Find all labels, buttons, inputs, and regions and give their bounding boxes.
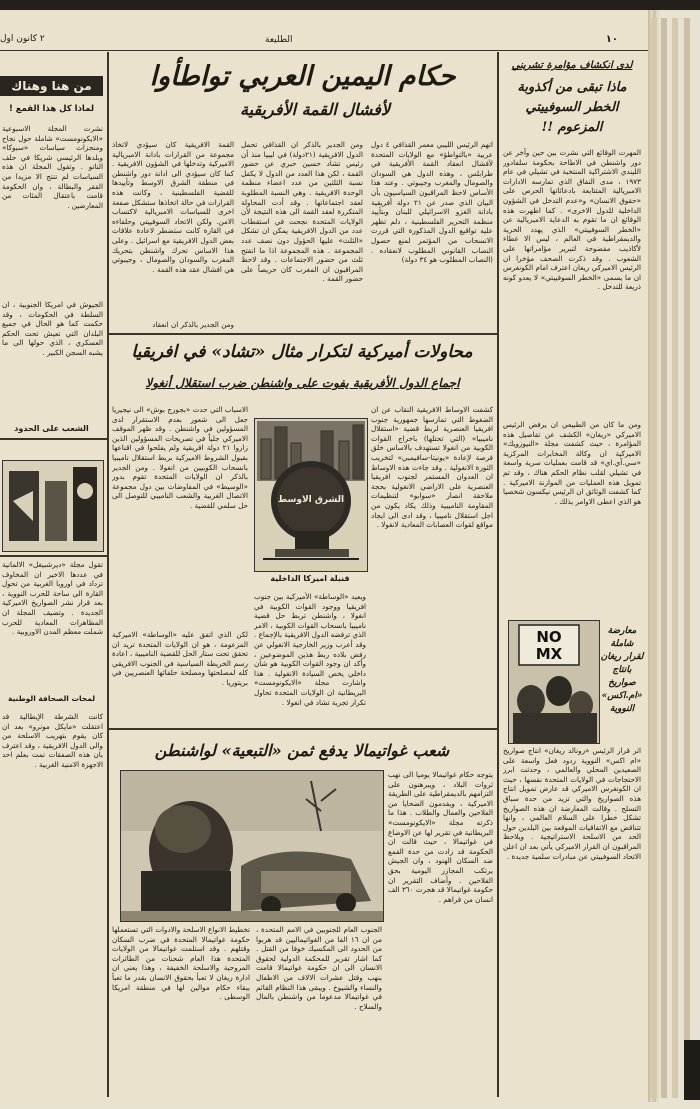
sidebar-kicker: لدى انكشاف مؤامرة تشريني — [511, 60, 633, 71]
page-edge — [651, 18, 657, 1098]
cartoon-caption: قنبلة اميركا الداخلية — [270, 574, 350, 583]
sidebar-headline: ماذا تبقى من أكذوبة الخطر السوفييتي المزعوم !! — [517, 80, 627, 135]
main-story-tail: ومن الجدير بالذكر ان انعقاد — [152, 320, 234, 329]
left-column-headline: من هنا وهناك — [0, 76, 103, 96]
protest-photo — [508, 620, 600, 744]
africa-story-column: لكن الذي اتفق عليه «الوساطة» الاميركية المزعومة ، هو ان الولايات المتحدة تريد ان تحقق تحت ستار الحل للقضية الناميبية ، اعادة رسم الخريطة السياسية في الجنوب الافريقي كله لمصلحتها ومصلحة حلفائها العنصريين في بريتوريا . — [112, 630, 248, 687]
guatemala-story-column: تخطيط الانواع الاسلحة والادوات التي تستعملها حكومة غواتيمالا المتحدة في ضرب السكان وقتلهم . وقد استلمت غواتيمالا من الولايات المتحدة هذا العام شحنات من الطائرات المروحية والاسلحة الخفيفة ، وهذا يعني ان ادارة ريغان لا تعبأ بحقوق الانسان بقدر ما تعبأ ببقاء حكام موالين لها في منطقة امريكا الوسطى . — [112, 925, 250, 1002]
main-story-column: اتهم الرئيس الليبي معمر القذافي ٤ دول عربية «بالتواطؤ» مع الولايات المتحدة لأفشال انعقاد القمة الأفريقية في طرابلس ، وهذه الدول هي السودان والصومال والمغرب وجيبوتي . وعند هذا الأساس لاحظ المراقبون السياسيون بأن البيان الذي صدر عن ٢١ دولة أفريقية بادانة الغزو الاسرائيلي للبنان وبتأييد منظمة التحرير الفلسطينية ، دلم تظهر عليه تواقيع الدول المذكورة التي قررت الانسحاب من المؤتمر لمنع حصول النصاب القانوني المطلوب لانعقاده . (النصاب المطلوب هو ٣٤ دولة) — [371, 140, 493, 265]
guatemala-story-column: يتوجه حكام غواتيمالا يوميا الى نهب ثروات البلاد ، ويبرهنون على التزامهم بالديمقراطية على الطريقة الاميركية ، ويقدمون الضحايا من الفلاحين والعمال والطلاب . هذا ما ذكرته مجلة «الايكونومست» البريطانية في تقرير لها عن الاوضاع في غواتيمالا ، حيث قالت ان الحكومة قد زادت من حدة القمع ضد السكان الهنود ، وان الجيش يرتكب المجازر اليومية بحق الفلاحين . وأضاف التقرير ان حكومة غواتيمالا قد هجرت ٣٦٠ الف انسان من قراهم . — [388, 770, 493, 904]
column-rule — [497, 52, 499, 1097]
scan-shadow — [684, 1040, 700, 1100]
scan-top-border — [0, 0, 700, 10]
section-rule — [108, 333, 497, 335]
left-column-sub: لماذا كل هذا القمع ! — [8, 104, 95, 114]
issue-date: ٢ كانون اول — [0, 34, 45, 44]
africa-story-column: ويعيد «الوساطة» الأميركية بين جنوب افريقيا ووجود القوات الكوبية في انغولا ، واشنطن تربط حل قضية ناميبيا بانسحاب القوات الكوبية ، الامر الذي ترفضه الدول الافريقية بالإجماع . وقد أعرب وزير الخارجية الانغولي عن رفض بلاده ربط هذين الموضوعين ، وأكد ان وجود القوات الكوبية هو شأن داخلي يخص السيادة الانغولية . هذا واشارت مجلة «الايكونومست» البريطانية ان الولايات المتحدة تحاول تكرار تجربة تشاد في انغولا . — [254, 592, 366, 707]
left-column-caption: الشعب على الحدود — [14, 424, 89, 433]
left-column-body: الجيوش في امريكا الجنوبية ، ان السلطة في الحكومات ، وقد حكمت كما هو الحال في جميع البلدان التي تعيش تحت الحكم العسكري ، الذي حولها الى ما يشبه السجن الكبير . — [2, 300, 103, 357]
main-story-column: ومن الجدير بالذكر ان القذافي تحمل الدول الافريقية (٢١دولة) في ليبيا منذ أن رئيس تشاد حسين حبري عن حضور القمة ، لكن هذا العدد من الدول لا يكفل نسبة الثلثين من عدد اعضاء منظمة الوحدة الافريقية . وهي النسبة المطلوبة لعقد اجتماعاتها . وقد أدت المحاولة المتكررة لعقد القمة الى هذه النتيجة لأن الولايات المتحدة نجحت في استقطاب عدد من الدول الافريقية يمكن ان تشكل «الثلث» عليها الحؤول دون نصف عدد المجموعة . هذه المجموعة اذا ما انفتح ثلث من حضور الاجتماعات . وقد لاحظ المراقبون ان المغرب كان حريصاً على حضور القمة . — [241, 140, 363, 284]
sidebar-body: اثر قرار الرئيس «رونالد ريغان» انتاج صواريخ «ام اكس» النووية ردود فعل واسعة على الصعيدين المحلي والعالمي ، وحدثت ابرز الاحتجاجات في الولايات المتحدة نفسها ، حيث ان الكونغرس الاميركي قد عارض تمويل انتاج هذه الصواريخ والتي تزيد من حدة سباق التسلح . وقالت المعارضة ان هذه الصواريخ تشكل خطرا على السلام العالمي ، وانها تتناقض مع الاتفاقيات الموقعة بين البلدين حول الحد من الاسلحة الاستراتيجية . ويلاحظ المراقبون ان القرار الاميركي يأتي بعد ان اعلن الاتحاد السوفييتي عن مبادرات سلمية جديدة . — [503, 746, 641, 861]
africa-story-column: كشفت الاوساط الافريقية النقاب عن ان الضغوط التي تمارسها جمهورية جنوب افريقيا العنصرية لربط قضية «استقلال ناميبيا» (التي تحتلها) باخراج القوات الكوبية من انغولا تستهدف بالاساس خلق فرصة لإعادة «يونيتا-سافيمبي» لتخريب الثورة الانغولية . وقد جاءت هذه الاوساط ان العدوان المستمر لجنوب افريقيا العنصرية على الاراضي الانغولية بحجة ملاحقة انصار «سوابو» لتنظيمات المقاومة الناميبية وذلك يكاد يكون من اجل استقلال ناميبيا ، وقد ادى الى ايجاد مواقع لقوات العصابات المعادية لانغولا . — [371, 405, 493, 530]
left-cartoon-drawing — [3, 461, 103, 551]
section-rule — [0, 555, 107, 557]
main-subhead: لأفشال القمة الأفريقية — [240, 100, 390, 119]
column-rule — [107, 52, 109, 1097]
left-column-caption: لمحات الصحافة الوطنية — [7, 694, 96, 703]
page-edge — [684, 18, 690, 1098]
guatemala-story-column: الجنوب العام للجنوبين في الامم المتحدة ، من ان ١٦ الفا من الغواتيماليين قد هربوا من الحدود الى المكسيك خوفا من القتل . كما اشار تقرير للمحكمة الدولية لحقوق الانسان الى ان حكومة غواتيمالا قامت بنهب وقتل عشرات الالاف من الاطفال والنساء والشيوخ . ويبقى هذا النظام القائم في غواتيمالا مدعوما من واشنطن بالمال والسلاح . — [256, 925, 382, 1011]
sidebar-body: ومن ما كان من الطبيعي ان يرفض الرئيس الاميركي «ريغان» الكشف عن تفاصيل هذه المؤامرة ، حيث كشفت مجلة «النيوزويك» الاميركية ان وكالة المخابرات المركزية «سي.آي.اي» قد قامت بعمليات سرية واسعة في تشيلي لقلب نظام الحكم هناك ، وقد تم تمويل هذه العمليات من الموازنة الاميركية . كما كشفت الوثائق ان الرئيس نيكسون شخصيا هو الذي اعطى الاوامر بذلك . — [503, 420, 641, 506]
photo-illustration — [121, 771, 383, 921]
section-name: الطليعة — [265, 35, 293, 45]
sidebar-pullquote: معارضة شاملة لقرار ريغان بانتاج صواريخ «ام.اكس» النووية — [600, 626, 644, 714]
cartoon-image — [254, 418, 368, 572]
africa-headline: محاولات أميركية لتكرار مثال «تشاد» في افريقيا — [131, 342, 473, 362]
page-number: ١٠ — [605, 34, 618, 45]
guatemala-headline: شعب غواتيمالا يدفع ثمن «التبعية» لواشنطن — [154, 741, 450, 760]
page-header — [0, 30, 648, 51]
main-headline: حكام اليمين العربي تواطأوا — [149, 61, 456, 92]
left-column-body: تقول مجلة «ديرشبيغل» الالمانية في عددها الاخير ان المخاوف تزداد في اوروبا الغربية من تحول القارة الى ساحة للحرب النووية ، بعد قرار نشر الصواريخ الاميركية الجديدة . وتضيف المجلة ان المظاهرات المعادية للحرب شملت معظم المدن الاوروبية . — [2, 560, 103, 637]
africa-story-column: الاسباب التي حدت «بجورج بوش» الى نيجيريا جعل الى شعور بعدم الاستقرار لدى المسؤولين في واشنطن . وقد ظهر الموقف الاميركي جلياً في تصريحات المسؤولين الذين زاروا ٢١ دولة افريقية ولم يفلحوا في اقناعها بقبول الشروط الاميركية بربط استقلال ناميبيا بانسحاب الكوبيين من انغولا . ومن الجدير بالذكر ان الولايات المتحدة تقوم بدور «الوسيط» في المفاوضات بين دول مجموعة الاتصال الغربية والشعب الناميبي للتوصل الى حل سلمي للقضية . — [112, 405, 248, 510]
guatemala-photo — [120, 770, 384, 922]
page-edge — [672, 18, 678, 1098]
page-edge — [661, 18, 667, 1098]
left-cartoon — [2, 460, 104, 552]
main-story-column: القمة الافريقية كان سيؤدي لاتخاذ مجموعة من القرارات بادانة الامبريالية الاميركية وتدخلها في الشؤون الافريقية . كما كان سيؤدي الى ادانة دور واشنطن في منطقة الشرق الاوسط وتأييدها للقضية الفلسطينية ، وكانت هذه القرارات في حالة اتخاذها ستشكل صفعة اخرى للسياسات الامبريالية لاكتساب الامن. ولكن الاتحاد السوفييتي وحلفاءه في القارة كانت ستضطر لاعادة علاقات بعض الدول الافريقية مع اسرائيل . وعلى هذا الاساس تحرك واشنطن بتحريك المغرب والسودان والصومال ، وجيبوتي هي افشال عقد هذه القمة . — [112, 140, 234, 274]
africa-subhead: اجماع الدول الأفريقية يفوت على واشنطن ضرب استقلال أنغولا — [145, 376, 460, 390]
section-rule — [0, 438, 107, 440]
protest-sign-text: NO MX — [535, 628, 563, 663]
left-column-body: نشرت المجلة الاسبوعية «الايكونومست» شاملة حول نجاح ومنجزات سياسات «سبوكا» وبلدها الرئيسي شريكا في حلف الناتو . وتقول المجلة ان هذه السياسات لم تنتج الا مزيدا من الفقر والبطالة ، وان الحكومة قامت باعتقال المئات من المعارضين . — [2, 124, 103, 210]
left-column-body: كانت الشرطة الإيطالية قد اعتقلت «مايكل مونرو» بعد ان كان يقوم بتهريب الاسلحة من والى الدول الافريقية ، وقد اعترف بان هذه الصفقات تمت بعلم احد الاجهزة الامنية الغربية . — [2, 712, 103, 769]
sidebar-body: المهرت الوقائع التي نشرت بين حين وآخر عن دور واشنطن في الاطاحة بحكومة سلفادور الليندي الاشتراكية المنتخبة في تشيلي في عام ١٩٧٣ ، مدى النفاق الذي تمارسه الادارات الامبريالية المتتابعة بادعائاتها الحرص على «حقوق الانسان» و«عدم التدخل في الشؤون الداخلية للدول الاخرى» . كما اظهرت هذه الوقائع ان ما تقوم به الدعاية الامبريالية عن «الخطر السوفييتي» الذي يهدد الحرية والديمقراطية في العالم ، ليس الا غطاء لأكاذيب مفضوحة لتبرير مؤامراتها على الشعوب . وقد ذكرت الصحف مؤخرا ان الرئيس الاميركي ريغان اعترف امام الكونغرس ان ما يسمى «الخطر السوفييتي» لا يعدو كونه ذريعة للتدخل . — [503, 148, 641, 292]
cartoon-label: الشرق الاوسط — [277, 495, 345, 505]
section-rule — [108, 728, 497, 730]
